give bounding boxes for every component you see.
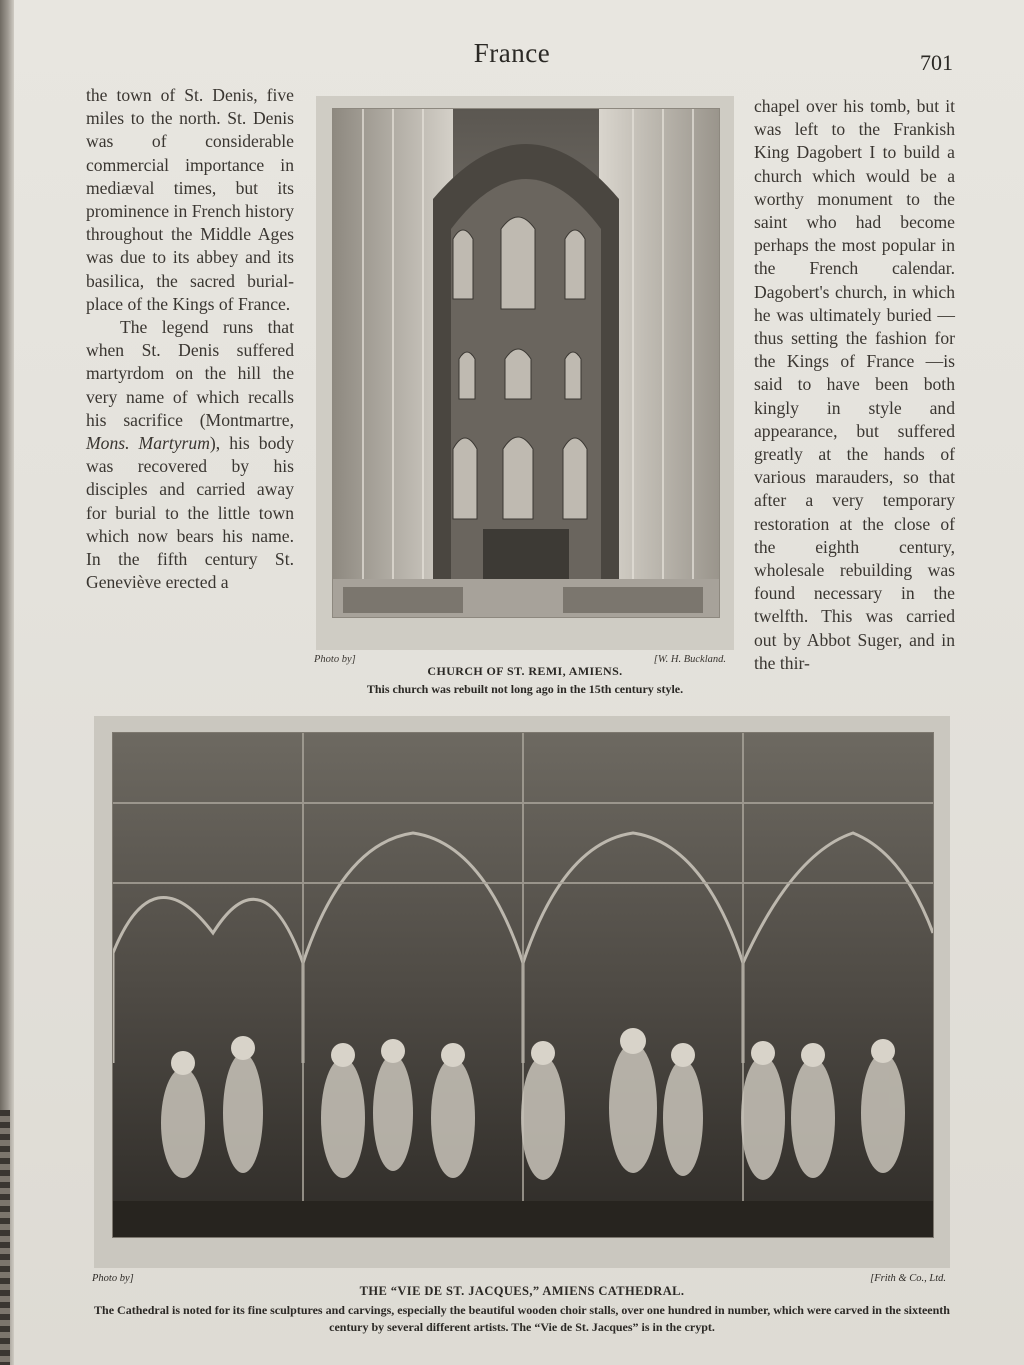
church-interior-photo xyxy=(332,108,720,618)
running-title: France xyxy=(473,38,551,68)
figure-1-credit-label: Photo by] xyxy=(314,654,356,665)
left-paragraph-2 xyxy=(86,316,294,594)
figure-2-credit-name: [Frith & Co., Ltd. xyxy=(870,1273,946,1284)
right-paragraph-1: chapel over his tomb, but it was left to the Frankish King Dagobert I to build a church which would be a worthy monument to the saint who had become perhaps the most popular in the French calendar. Dagobert's church, in which he was ultimately buried —thus setting the fashion for the Kings of France —is said to have been both kingly in style and appearance, but suffered greatly at the hands of various marauders, so that after a very temporary restoration at the close of the eighth century, wholesale rebuilding was found necessary in the twelfth. This was carried out by Abbot Suger, and in the thir- xyxy=(754,96,955,673)
latin-phrase: Mons. Martyrum xyxy=(86,433,210,454)
book-edge-pattern xyxy=(0,1110,10,1365)
figure-1-title: CHURCH OF ST. REMI, AMIENS. xyxy=(427,664,623,678)
figure-1-credit-name: [W. H. Buckland. xyxy=(653,654,726,665)
left-paragraph-2-start: The legend runs that when St. Denis suffered martyrdom on the hill the very name of which recalls his sacrifice (Montmartre, xyxy=(86,317,294,430)
carved-choir-screen-photo xyxy=(112,732,934,1238)
figure-2-caption: The Cathedral is noted for its fine sculptures and carvings, especially the beautiful wooden choir stalls, over one hundred in number, which were carved in the sixteenth century by several different artists. The “Vie de St. Jacques” is in the crypt. xyxy=(94,1303,950,1334)
figure-2-title: THE “VIE DE ST. JACQUES,” AMIENS CATHEDRAL. xyxy=(359,1284,685,1298)
right-text-column xyxy=(754,95,955,675)
page-number: 701 xyxy=(920,50,953,75)
left-paragraph-2-end: ), his body was recovered by his disciples and carried away for burial to the little town which now bears his name. In the fifth century St. Geneviève erected a xyxy=(86,433,294,593)
left-text-column xyxy=(86,84,294,594)
left-paragraph-1: the town of St. Denis, five miles to the north. St. Denis was of considerable commercial importance in mediæval times, but its prominence in French history throughout the Middle Ages was due to its abbey and its basilica, the sacred burial-place of the Kings of France. xyxy=(86,85,294,314)
figure-2-credit-label: Photo by] xyxy=(92,1273,134,1284)
figure-1-caption: This church was rebuilt not long ago in the 15th century style. xyxy=(366,682,684,696)
